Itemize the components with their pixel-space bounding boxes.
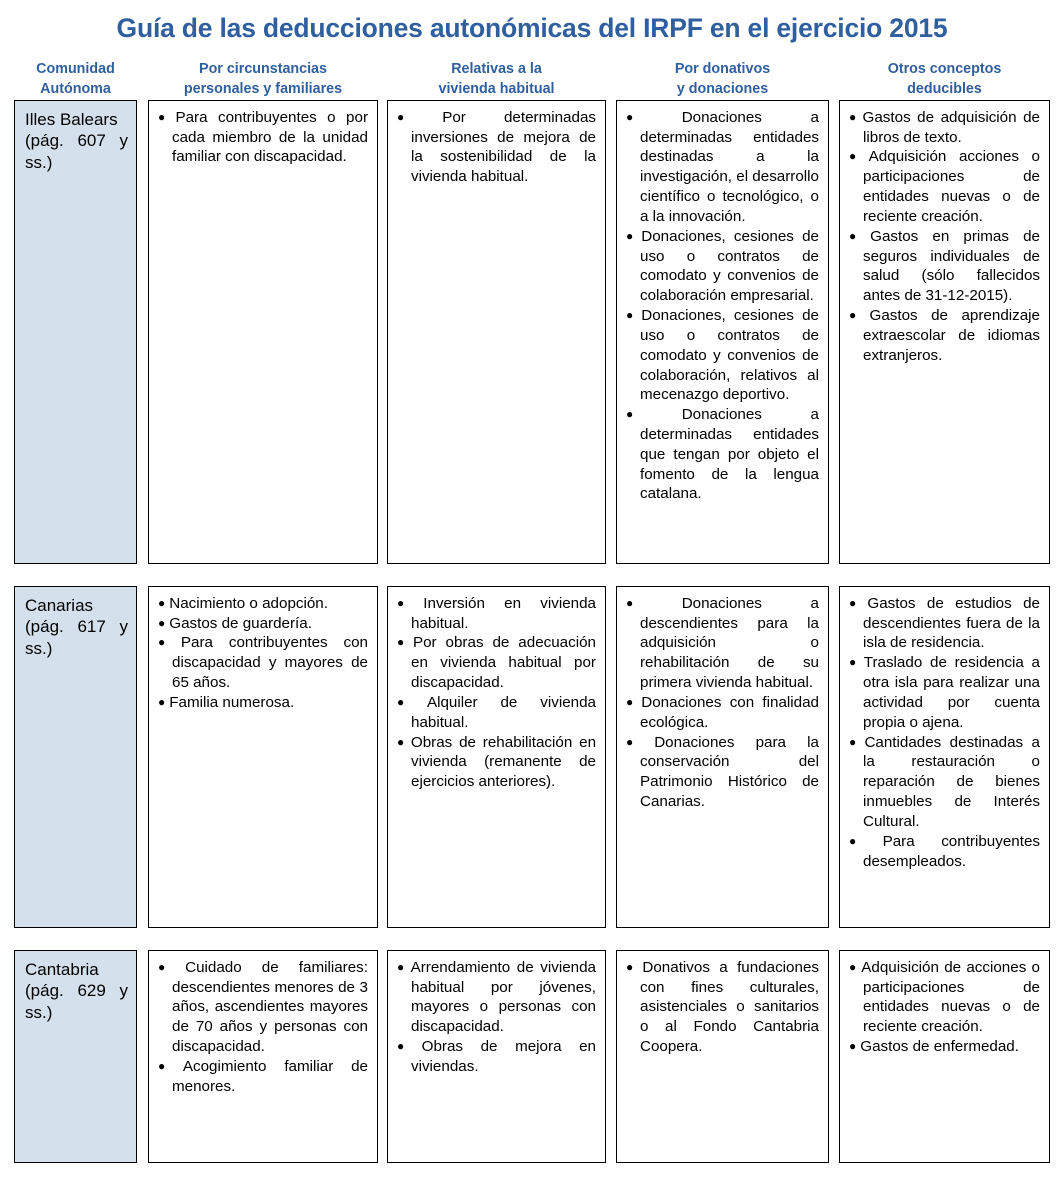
cell-vivienda-habitual: [387, 100, 606, 564]
bullet-icon: ●: [397, 694, 423, 709]
cell-vivienda-habitual: [387, 586, 606, 928]
deduction-list: [158, 958, 368, 1097]
bullet-icon: ●: [626, 734, 651, 749]
deduction-item: [849, 958, 1040, 1037]
deduction-list: [626, 958, 819, 1057]
deduction-item: [849, 653, 1040, 732]
bullet-icon: ●: [397, 734, 407, 749]
region-page-line-2: ss.): [25, 152, 53, 172]
bullet-icon: ●: [397, 959, 407, 974]
deduction-item: [626, 958, 819, 1057]
region-page-line-1: (pág. 629 y: [25, 981, 128, 1001]
deduction-item: [158, 958, 368, 1057]
bullet-icon: ●: [849, 959, 858, 974]
deduction-item-text: Por determinadas inversiones de mejora de la sostenibilidad de la vivienda habitual.: [411, 108, 596, 186]
deduction-item-text: Gastos de aprendizaje extraescolar de idiomas extranjeros.: [863, 307, 1040, 364]
cell-donativos-donaciones: [616, 586, 829, 928]
deduction-item-text: Cuidado de familiares: descendientes menores de 3 años, ascendientes mayores de 70 años y personas con discapacidad.: [172, 958, 368, 1056]
deduction-list: [158, 594, 368, 713]
bullet-icon: ●: [397, 109, 439, 124]
bullet-icon: ●: [626, 407, 678, 422]
bullet-icon: ●: [849, 1039, 857, 1054]
deduction-item: [158, 693, 368, 713]
column-header-line-1: Otros conceptos: [887, 61, 1002, 78]
bullet-icon: ●: [158, 615, 166, 630]
column-header-comunidad-autonoma: [14, 59, 137, 100]
deduction-item-text: Gastos en primas de seguros individuales de salud (sólo fallecidos antes de 31-12-2015).: [863, 227, 1040, 305]
table-row: [14, 586, 1050, 928]
column-header-line-2: vivienda habitual: [438, 81, 555, 98]
bullet-icon: ●: [397, 1039, 418, 1054]
bullet-icon: ●: [849, 734, 861, 749]
deduction-item: [849, 306, 1040, 365]
deduction-item-text: Adquisición de acciones o participaciones de entidades nuevas o de reciente creación.: [861, 958, 1040, 1036]
deduction-item: [626, 594, 819, 693]
bullet-icon: ●: [626, 959, 639, 974]
column-header-line-1: Relativas a la: [451, 61, 542, 78]
deduction-item: [849, 594, 1040, 653]
bullet-icon: ●: [397, 595, 420, 610]
deduction-item-text: Para contribuyentes desempleados.: [863, 832, 1040, 870]
cell-circunstancias-personales: [148, 100, 378, 564]
deduction-item-text: Donaciones, cesiones de uso o contratos de comodato y convenios de colaboración empresarial.: [640, 227, 819, 305]
bullet-icon: ●: [849, 228, 867, 243]
bullet-icon: ●: [626, 694, 638, 709]
region-name: Cantabria: [25, 959, 99, 979]
deduction-item-text: Gastos de enfermedad.: [860, 1038, 1019, 1056]
deduction-item: [397, 693, 596, 733]
deduction-item: [397, 108, 596, 187]
deduction-list: [849, 108, 1040, 366]
cell-circunstancias-personales: [148, 950, 378, 1163]
deduction-item-text: Gastos de adquisición de libros de texto.: [862, 108, 1040, 146]
column-header-line-2: y donaciones: [676, 81, 769, 98]
bullet-icon: ●: [626, 595, 678, 610]
deduction-list: [626, 108, 819, 505]
bullet-icon: ●: [397, 635, 409, 650]
table-row: [14, 950, 1050, 1163]
deduction-item: [158, 594, 368, 614]
cell-otros-conceptos: [839, 100, 1050, 564]
bullet-icon: ●: [849, 833, 879, 848]
column-header-line-2: deducibles: [907, 81, 982, 98]
column-header-line-1: Por donativos: [674, 61, 771, 78]
region-page-line-2: ss.): [25, 638, 53, 658]
deduction-item-text: Inversión en vivienda habitual.: [411, 594, 597, 632]
deduction-item: [158, 614, 368, 634]
deduction-item-text: Para contribuyentes con discapacidad y mayores de 65 años.: [172, 634, 368, 692]
deductions-table: [0, 100, 1064, 1163]
deduction-item-text: Alquiler de vivienda habitual.: [411, 693, 596, 731]
deduction-list: [397, 958, 596, 1077]
bullet-icon: ●: [849, 149, 865, 164]
region-name: Canarias: [25, 595, 94, 615]
deduction-item-text: Familia numerosa.: [169, 693, 295, 711]
deduction-item-text: Traslado de residencia a otra isla para realizar una actividad por cuenta propia o ajena.: [863, 654, 1040, 731]
cell-otros-conceptos: [839, 950, 1050, 1163]
deduction-list: [397, 108, 596, 187]
cell-donativos-donaciones: [616, 950, 829, 1163]
region-page-reference: [25, 980, 128, 1023]
deduction-list: [626, 594, 819, 812]
deduction-item: [158, 1057, 368, 1097]
deduction-item: [849, 227, 1040, 306]
bullet-icon: ●: [849, 308, 866, 323]
column-header-otros-conceptos: [839, 59, 1050, 100]
column-header-line-2: Autónoma: [40, 81, 111, 98]
table-row: [14, 100, 1050, 564]
deduction-item: [397, 958, 596, 1037]
bullet-icon: ●: [158, 595, 166, 610]
deduction-item-text: Donaciones a determinadas entidades que tengan por objeto el fomento de la lengua catalana.: [640, 406, 819, 503]
deduction-item: [626, 306, 819, 405]
region-name: Illes Balears: [25, 109, 118, 129]
deduction-item-text: Por obras de adecuación en vivienda habitual por discapacidad.: [411, 634, 596, 692]
deduction-item: [849, 832, 1040, 872]
deduction-item-text: Donaciones, cesiones de uso o contratos de comodato y convenios de colaboración, relativos al mecenazgo deportivo.: [640, 307, 819, 404]
deduction-item-text: Obras de mejora en viviendas.: [411, 1038, 597, 1075]
deduction-item-text: Cantidades destinadas a la restauración o reparación de bienes inmuebles de Interés Cultural.: [863, 733, 1040, 830]
deduction-item-text: Donativos a fundaciones con fines culturales, asistenciales o sanitarios o al Fondo Cantabria Coopera.: [640, 958, 819, 1056]
deduction-item: [849, 1037, 1040, 1057]
deduction-item: [158, 108, 368, 167]
column-header-donativos-donaciones: [616, 59, 829, 100]
table-header-row: [0, 43, 1064, 100]
bullet-icon: ●: [158, 959, 182, 974]
region-page-line-1: (pág. 607 y: [25, 131, 128, 151]
cell-otros-conceptos: [839, 586, 1050, 928]
deduction-list: [397, 594, 596, 792]
deduction-item: [158, 633, 368, 692]
bullet-icon: ●: [626, 228, 638, 243]
page-title: Guía de las deducciones autonómicas del IRPF en el ejercicio 2015: [116, 13, 948, 43]
column-header-line-1: Comunidad: [36, 61, 115, 78]
deduction-item-text: Acogimiento familiar de menores.: [172, 1057, 369, 1095]
bullet-icon: ●: [849, 595, 864, 610]
deduction-item: [626, 108, 819, 227]
column-header-line-2: personales y familiares: [183, 81, 343, 98]
deduction-item-text: Adquisición acciones o participaciones de entidades nuevas o de reciente creación.: [863, 148, 1040, 225]
deduction-item-text: Obras de rehabilitación en vivienda (remanente de ejercicios anteriores).: [410, 733, 597, 791]
deduction-list: [849, 594, 1040, 872]
bullet-icon: ●: [626, 109, 678, 124]
deduction-item: [626, 733, 819, 812]
region-page-reference: [25, 130, 128, 173]
deduction-item-text: Donaciones a descendientes para la adquisición o rehabilitación de su primera vivienda habitual.: [640, 594, 819, 692]
deduction-list: [849, 958, 1040, 1057]
bullet-icon: ●: [158, 635, 177, 650]
deduction-item: [849, 147, 1040, 226]
region-page-reference: [25, 616, 128, 659]
region-page-line-1: (pág. 617 y: [25, 617, 128, 637]
deduction-list: [158, 108, 368, 167]
column-header-circunstancias-personales: [148, 59, 378, 100]
bullet-icon: ●: [158, 1058, 179, 1073]
deduction-item: [849, 108, 1040, 148]
cell-circunstancias-personales: [148, 586, 378, 928]
deduction-item: [626, 405, 819, 504]
deduction-item-text: Nacimiento o adopción.: [169, 594, 328, 612]
deduction-item: [397, 633, 596, 692]
deduction-item: [397, 594, 596, 634]
region-cell: [14, 586, 137, 928]
deduction-item-text: Donaciones con finalidad ecológica.: [640, 693, 819, 731]
deduction-item: [626, 227, 819, 306]
region-cell: [14, 100, 137, 564]
deduction-item-text: Para contribuyentes o por cada miembro de la unidad familiar con discapacidad.: [172, 108, 369, 166]
deduction-item-text: Arrendamiento de vivienda habitual por jóvenes, mayores o personas con discapacidad.: [410, 958, 596, 1036]
bullet-icon: ●: [849, 655, 860, 670]
bullet-icon: ●: [849, 109, 859, 124]
deduction-item-text: Donaciones para la conservación del Patrimonio Histórico de Canarias.: [640, 733, 820, 811]
region-cell: [14, 950, 137, 1163]
region-page-line-2: ss.): [25, 1002, 53, 1022]
bullet-icon: ●: [626, 308, 638, 323]
deduction-item-text: Gastos de guardería.: [169, 614, 312, 632]
column-header-line-1: Por circunstancias: [199, 61, 327, 78]
bullet-icon: ●: [158, 109, 172, 124]
deduction-item-text: Donaciones a determinadas entidades destinadas a la investigación, el desarrollo científico o tecnológico, o a la innovación.: [640, 108, 819, 225]
deduction-item-text: Gastos de estudios de descendientes fuera de la isla de residencia.: [863, 594, 1040, 652]
deduction-item: [626, 693, 819, 733]
column-header-vivienda-habitual: [387, 59, 606, 100]
deduction-item: [397, 1037, 596, 1077]
cell-vivienda-habitual: [387, 950, 606, 1163]
bullet-icon: ●: [158, 694, 166, 709]
cell-donativos-donaciones: [616, 100, 829, 564]
deduction-item: [849, 733, 1040, 832]
deduction-item: [397, 733, 596, 792]
